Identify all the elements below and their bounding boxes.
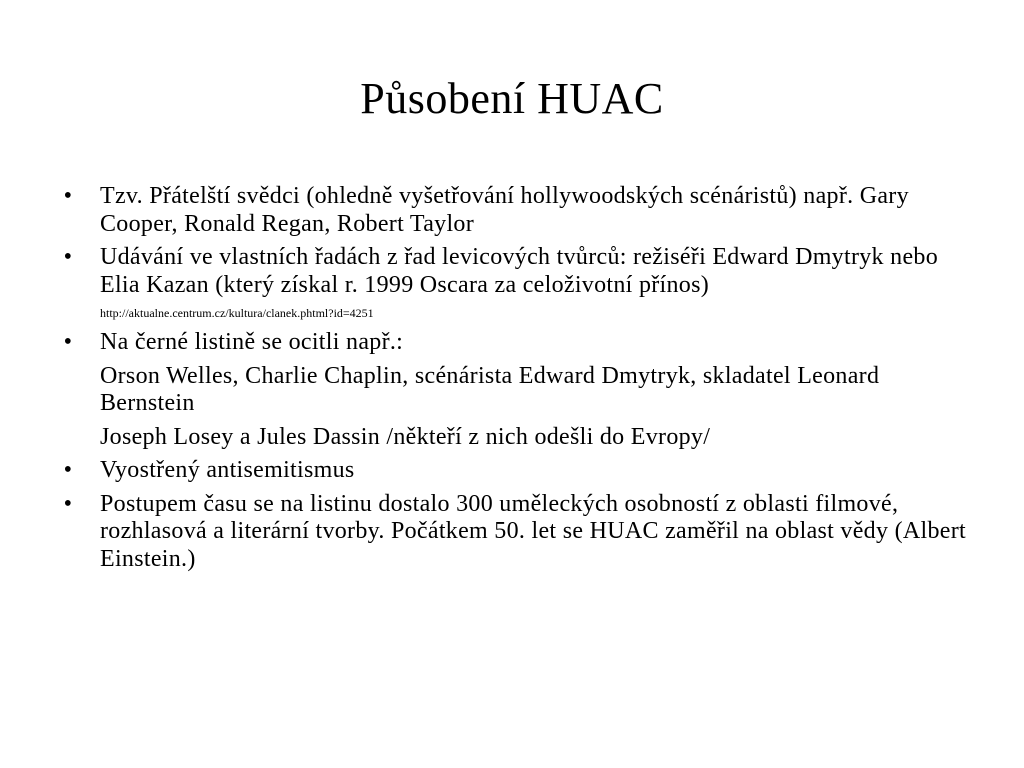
bullet-item (58, 244, 978, 299)
bullet-text: Udávání ve vlastních řadách z řad levicových tvůrců: režiséři Edward Dmytryk nebo Elia Kazan (který získal r. 1999 Oscara za celoživotní přínos) (100, 244, 938, 298)
bullet-text: Vyostřený antisemitismus (100, 457, 355, 483)
source-url[interactable]: http://aktualne.centrum.cz/kultura/clanek.phtml?id=4251 (100, 306, 374, 320)
bullet-item (58, 329, 978, 357)
source-url-line (58, 305, 978, 321)
bullet-icon: • (63, 244, 73, 270)
bullet-text: Postupem času se na listinu dostalo 300 uměleckých osobností z oblasti filmové, rozhlasová a literární tvorby. Počátkem 50. let se HUAC zaměřil na oblast vědy (Albert Einstein.) (100, 490, 966, 572)
bullet-icon: • (63, 329, 73, 355)
bullet-icon: • (63, 490, 73, 517)
bullet-icon: • (63, 183, 73, 209)
bullet-item (58, 457, 978, 485)
bullet-item (58, 183, 978, 238)
bullet-text: Tzv. Přátelští svědci (ohledně vyšetřování hollywoodských scénáristů) např. Gary Cooper, Ronald Regan, Robert Taylor (100, 183, 909, 237)
bullet-icon: • (63, 457, 73, 483)
slide-title: Působení HUAC (360, 74, 664, 123)
blacklist-paragraph: Orson Welles, Charlie Chaplin, scénárista Edward Dmytryk, skladatel Leonard Bernstein (100, 362, 880, 416)
slide-content (58, 183, 978, 579)
bullet-item (58, 491, 978, 574)
blacklist-paragraph: Joseph Losey a Jules Dassin /někteří z nich odešli do Evropy/ (100, 423, 711, 450)
bullet-text: Na černé listině se ocitli např.: (100, 329, 404, 355)
